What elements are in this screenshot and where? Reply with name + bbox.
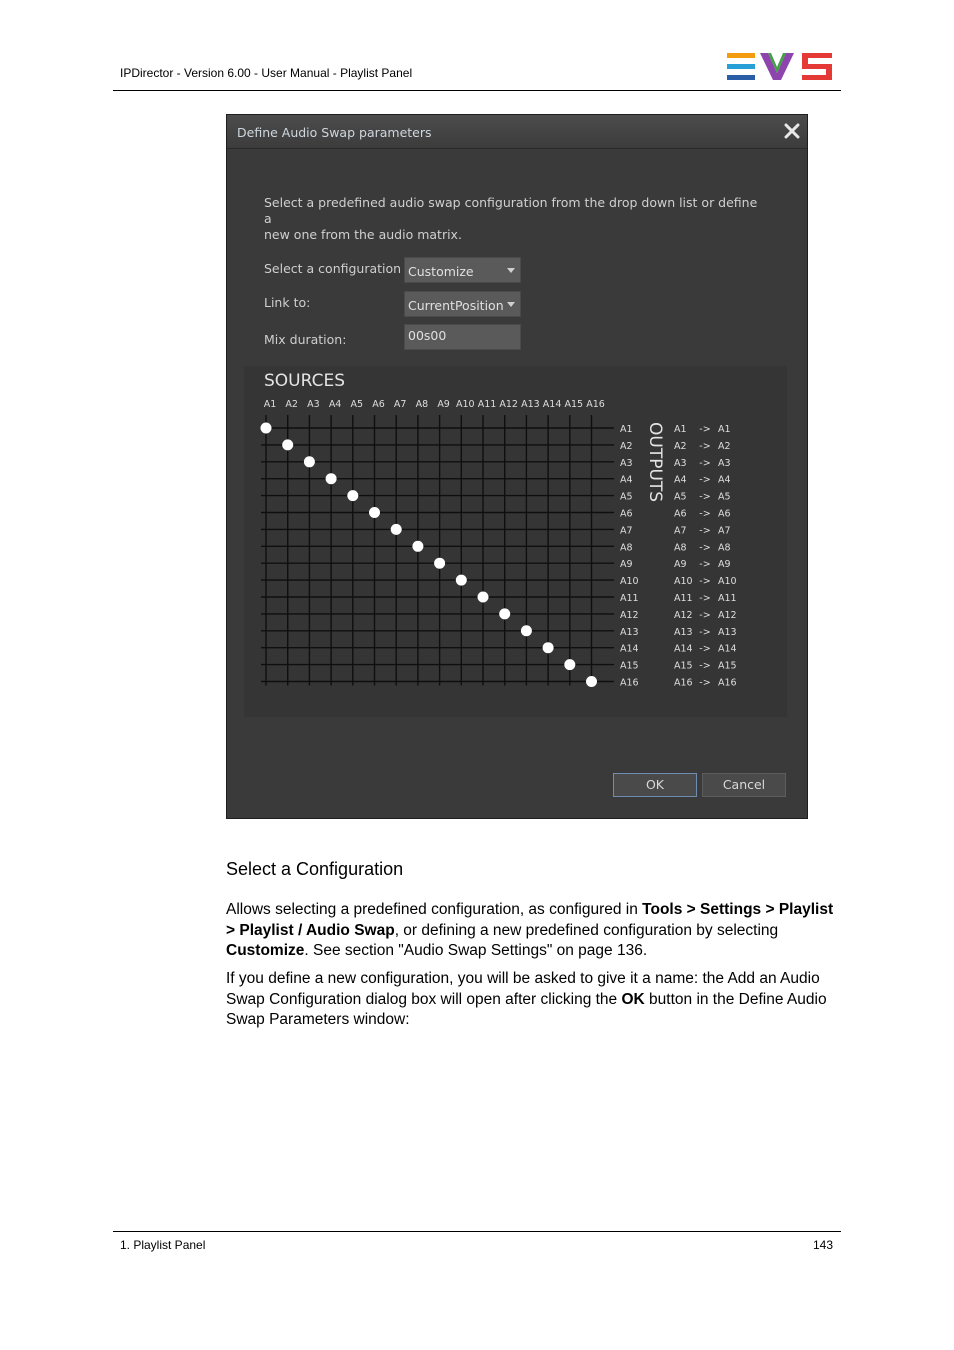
output-label: A1	[620, 424, 633, 435]
route-point[interactable]	[304, 456, 315, 467]
config-dropdown-value: Customize	[408, 264, 474, 279]
mapping-target: A6	[718, 508, 731, 520]
route-point[interactable]	[478, 592, 489, 603]
footer-rule	[113, 1231, 841, 1232]
paragraph-2	[226, 969, 842, 1031]
mapping-arrow: ->	[699, 593, 711, 604]
output-label: A14	[620, 643, 639, 655]
mapping-target: A1	[718, 424, 731, 435]
source-label: A15	[564, 399, 584, 410]
output-label: A5	[620, 491, 633, 503]
route-point[interactable]	[282, 439, 293, 450]
mix-duration-label: Mix duration:	[264, 332, 347, 347]
mapping-source: A9	[674, 559, 687, 571]
mapping-source: A4	[674, 474, 687, 486]
mapping-arrow: ->	[699, 424, 711, 435]
mapping-source: A13	[674, 626, 693, 638]
mapping-target: A5	[718, 491, 731, 503]
mapping-target: A9	[718, 559, 731, 571]
mapping-source: A7	[674, 525, 687, 537]
mapping-arrow: ->	[699, 491, 711, 503]
p2-line-3: Swap Parameters window:	[226, 1011, 410, 1028]
route-point[interactable]	[261, 423, 272, 434]
route-point[interactable]	[326, 473, 337, 484]
output-label: A11	[620, 593, 639, 604]
mapping-target: A3	[718, 457, 731, 469]
source-label: A10	[456, 399, 475, 410]
source-label: A3	[307, 399, 320, 410]
source-label: A4	[328, 399, 342, 410]
close-icon[interactable]	[783, 122, 801, 140]
source-label: A1	[263, 399, 277, 410]
source-label: A11	[477, 399, 497, 410]
outputs-title: OUTPUTS	[645, 422, 665, 503]
output-label: A2	[620, 440, 633, 452]
output-label: A16	[620, 677, 639, 689]
mapping-arrow: ->	[699, 542, 711, 554]
source-label: A12	[499, 399, 518, 410]
mapping-arrow: ->	[699, 626, 711, 638]
output-label: A12	[620, 609, 639, 621]
link-label: Link to:	[264, 295, 311, 310]
output-label: A10	[620, 576, 639, 588]
config-dropdown[interactable]	[404, 257, 521, 283]
output-label: A15	[620, 660, 639, 672]
mapping-arrow: ->	[699, 508, 711, 520]
evs-logo	[727, 53, 833, 81]
mapping-source: A5	[674, 491, 687, 503]
source-label: A9	[437, 399, 450, 410]
mapping-source: A11	[674, 593, 693, 604]
cancel-button[interactable]: Cancel	[702, 773, 786, 797]
output-label: A7	[620, 525, 633, 537]
source-label: A13	[521, 399, 540, 410]
mapping-arrow: ->	[699, 440, 711, 452]
mapping-source: A14	[674, 643, 693, 655]
mapping-target: A8	[718, 542, 731, 554]
mapping-source: A12	[674, 609, 693, 621]
route-point[interactable]	[543, 642, 554, 653]
route-point[interactable]	[564, 659, 575, 670]
mapping-source: A16	[674, 677, 693, 689]
audio-matrix[interactable]	[244, 366, 787, 717]
source-label: A8	[415, 399, 429, 410]
mapping-source: A8	[674, 542, 687, 554]
instruction-line-1: Select a predefined audio swap configuration from the drop down list or define a	[264, 195, 758, 226]
footer-chapter: 1. Playlist Panel	[120, 1238, 206, 1252]
instruction-line-2: new one from the audio matrix.	[264, 227, 462, 242]
source-label: A16	[586, 399, 605, 410]
mapping-arrow: ->	[699, 457, 711, 469]
route-point[interactable]	[391, 524, 402, 535]
route-point[interactable]	[521, 625, 532, 636]
mapping-source: A3	[674, 457, 687, 469]
mapping-target: A13	[718, 626, 737, 638]
mapping-target: A15	[718, 660, 737, 672]
p1-text-3: . See section "Audio Swap Settings" on page 136.	[304, 942, 648, 959]
mapping-arrow: ->	[699, 643, 711, 655]
output-label: A6	[620, 508, 633, 520]
route-point[interactable]	[369, 507, 380, 518]
route-point[interactable]	[586, 676, 597, 687]
output-label: A3	[620, 457, 633, 469]
audio-matrix-panel	[244, 366, 787, 717]
mapping-target: A4	[718, 474, 731, 486]
route-point[interactable]	[456, 575, 467, 586]
p2-text-2: button in the Define Audio	[644, 990, 827, 1008]
mapping-target: A14	[718, 643, 737, 655]
running-header: IPDirector - Version 6.00 - User Manual - Playlist Panel	[120, 66, 413, 80]
header-rule	[113, 90, 841, 91]
output-label: A9	[620, 559, 633, 571]
route-point[interactable]	[347, 490, 358, 501]
chevron-down-icon	[507, 268, 515, 273]
dialog-title: Define Audio Swap parameters	[237, 125, 432, 140]
mapping-arrow: ->	[699, 660, 711, 672]
route-point[interactable]	[434, 558, 445, 569]
mapping-target: A7	[718, 525, 731, 537]
p2-line-1: If you define a new configuration, you will be asked to give it a name: the Add an Audio	[226, 970, 820, 987]
output-label: A13	[620, 626, 639, 638]
p1-text-2: , or defining a new predefined configuration by selecting	[394, 921, 779, 939]
p1-text-1: Allows selecting a predefined configuration, as configured in	[226, 901, 643, 918]
source-label: A2	[285, 399, 298, 410]
mapping-source: A2	[674, 440, 687, 452]
config-label: Select a configuration	[264, 261, 402, 276]
mapping-arrow: ->	[699, 474, 711, 486]
mapping-source: A1	[674, 424, 687, 435]
sources-title: SOURCES	[264, 371, 345, 391]
ok-button[interactable]: OK	[613, 773, 697, 797]
mix-duration-field[interactable]	[404, 324, 521, 350]
source-label: A5	[350, 399, 364, 410]
p1-bold-1: Tools > Settings > Playlist	[642, 901, 834, 918]
mapping-target: A12	[718, 609, 737, 621]
source-label: A6	[372, 399, 385, 410]
mapping-arrow: ->	[699, 609, 711, 621]
output-label: A8	[620, 542, 633, 554]
route-point[interactable]	[499, 608, 510, 619]
dialog-title-bar	[227, 115, 807, 149]
mapping-source: A10	[674, 576, 693, 588]
p2-bold-1: OK	[621, 990, 645, 1008]
mapping-target: A11	[718, 593, 737, 604]
source-label: A7	[393, 399, 407, 410]
link-dropdown-value: CurrentPosition	[408, 298, 504, 313]
mix-duration-value: 00s00	[408, 328, 447, 343]
p1-bold-2: > Playlist / Audio Swap	[226, 921, 395, 939]
mapping-source: A6	[674, 508, 687, 520]
mapping-target: A16	[718, 677, 737, 689]
mapping-arrow: ->	[699, 559, 711, 571]
p1-bold-3: Customize	[226, 942, 305, 959]
mapping-arrow: ->	[699, 677, 711, 689]
audio-swap-dialog	[226, 114, 808, 819]
chevron-down-icon	[507, 302, 515, 307]
page-number: 143	[813, 1238, 834, 1252]
output-label: A4	[620, 474, 633, 486]
link-dropdown[interactable]	[404, 291, 521, 317]
mapping-source: A15	[674, 660, 693, 672]
paragraph-1	[226, 900, 842, 962]
mapping-target: A10	[718, 576, 737, 588]
section-heading: Select a Configuration	[226, 859, 404, 879]
p2-text-1: Swap Configuration dialog box will open after clicking the	[226, 990, 622, 1008]
mapping-arrow: ->	[699, 525, 711, 537]
source-label: A14	[542, 399, 562, 410]
dialog-instructions	[264, 195, 764, 243]
mapping-arrow: ->	[699, 576, 711, 588]
route-point[interactable]	[412, 541, 423, 552]
mapping-target: A2	[718, 440, 731, 452]
